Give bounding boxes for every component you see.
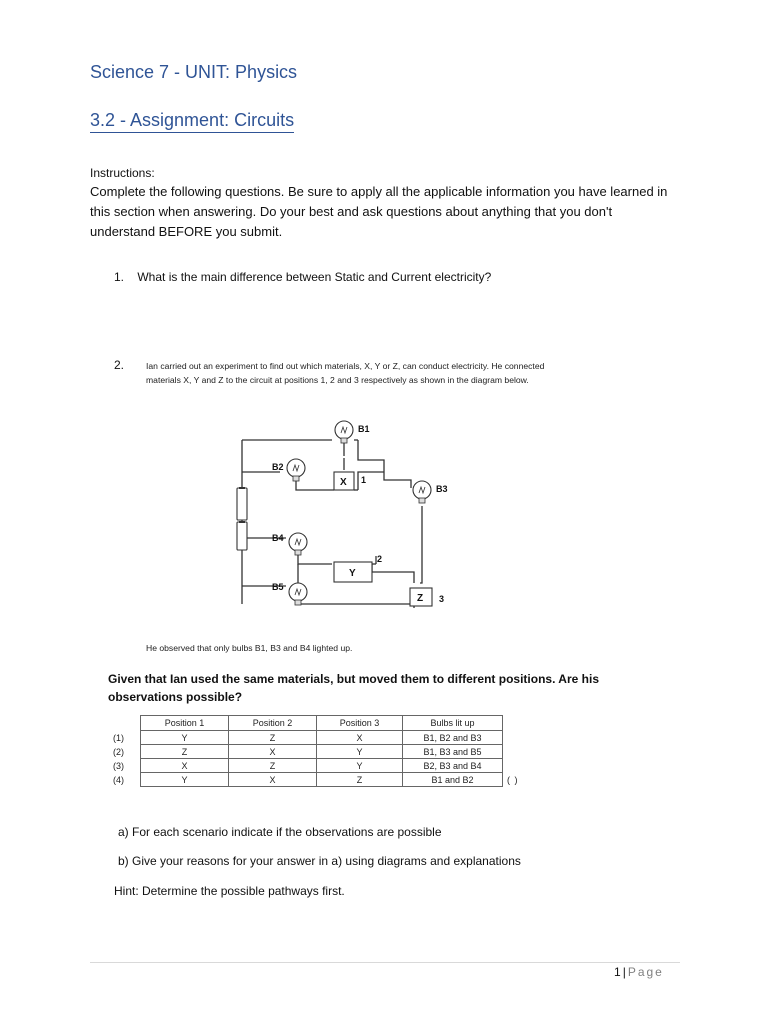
row-label: (4) xyxy=(113,775,124,785)
table-row xyxy=(141,731,503,745)
table-cell: Z xyxy=(141,745,229,759)
position-2-label: 2 xyxy=(377,554,383,564)
label-b2: B2 xyxy=(272,462,284,472)
table-cell: X xyxy=(141,759,229,773)
row-label: (3) xyxy=(113,761,124,771)
table-cell: B1 and B2 xyxy=(403,773,503,787)
table-cell: Z xyxy=(229,759,317,773)
table-cell: Z xyxy=(229,731,317,745)
material-z-label: Z xyxy=(417,593,424,604)
table-cell: Y xyxy=(317,745,403,759)
table-row xyxy=(141,759,503,773)
table-cell: B1, B2 and B3 xyxy=(403,731,503,745)
observation-text: He observed that only bulbs B1, B3 and B4 lighted up. xyxy=(146,643,353,653)
question-1-number: 1. xyxy=(114,270,125,284)
part-a: a) For each scenario indicate if the observations are possible xyxy=(118,825,442,839)
page-footer xyxy=(614,965,664,979)
observations-table xyxy=(140,715,503,787)
instructions-label: Instructions: xyxy=(90,166,155,180)
label-b3: B3 xyxy=(436,484,448,494)
question-2-number: 2. xyxy=(114,358,125,372)
circuit-diagram xyxy=(230,408,470,616)
bulb-b1-icon xyxy=(335,421,353,443)
table-cell: Y xyxy=(317,759,403,773)
part-b: b) Give your reasons for your answer in a) using diagrams and explanations xyxy=(118,854,521,868)
table-cell: X xyxy=(229,773,317,787)
bulb-b3-icon xyxy=(413,481,431,503)
label-b4: B4 xyxy=(272,533,284,543)
battery xyxy=(237,488,247,550)
position-1-label: 1 xyxy=(361,475,367,485)
bulb-b2-icon xyxy=(287,459,305,481)
table-row-labels xyxy=(113,731,124,787)
table-row xyxy=(141,745,503,759)
header-bulbs-lit: Bulbs lit up xyxy=(403,716,503,731)
footer-separator: | xyxy=(622,965,626,979)
answer-parentheses: ( ) xyxy=(507,775,519,785)
unit-title: Science 7 - UNIT: Physics xyxy=(90,62,298,82)
table-cell: X xyxy=(317,731,403,745)
circuit-wires xyxy=(242,440,422,608)
footer-divider xyxy=(90,962,680,963)
material-y-label: Y xyxy=(349,568,356,579)
header-position-3: Position 3 xyxy=(317,716,403,731)
question-1 xyxy=(114,270,491,284)
table-cell: X xyxy=(229,745,317,759)
header-position-1: Position 1 xyxy=(141,716,229,731)
table-cell: B1, B3 and B5 xyxy=(403,745,503,759)
table-cell: Y xyxy=(141,731,229,745)
row-label: (2) xyxy=(113,747,124,757)
page-number: 1 xyxy=(614,965,621,979)
instructions-text: Complete the following questions. Be sure to apply all the applicable information you have learned in this section when answering. Do your best and ask questions about anything that you don't understand BEFORE you submit. xyxy=(90,184,668,239)
row-label: (1) xyxy=(113,733,124,743)
material-x-label: X xyxy=(340,477,347,488)
hint-text: Hint: Determine the possible pathways first. xyxy=(114,884,345,898)
bulb-b4-icon xyxy=(289,533,307,555)
label-b5: B5 xyxy=(272,582,284,592)
page-label: Page xyxy=(627,965,664,979)
given-question: Given that Ian used the same materials, but moved them to different positions. Are his observations possible? xyxy=(108,672,599,704)
label-b1: B1 xyxy=(358,424,370,434)
question-2-intro: Ian carried out an experiment to find out which materials, X, Y or Z, can conduct electricity. He connected materials X, Y and Z to the circuit at positions 1, 2 and 3 respectively as shown in the diagram below. xyxy=(146,361,545,385)
question-1-text: What is the main difference between Static and Current electricity? xyxy=(137,270,492,284)
assignment-title: 3.2 - Assignment: Circuits xyxy=(90,110,294,133)
table-row xyxy=(141,773,503,787)
table-header-row xyxy=(141,716,503,731)
position-3-label: 3 xyxy=(439,594,445,604)
table-cell: B2, B3 and B4 xyxy=(403,759,503,773)
bulb-b5-icon xyxy=(289,583,307,605)
table-cell: Y xyxy=(141,773,229,787)
header-position-2: Position 2 xyxy=(229,716,317,731)
table-cell: Z xyxy=(317,773,403,787)
